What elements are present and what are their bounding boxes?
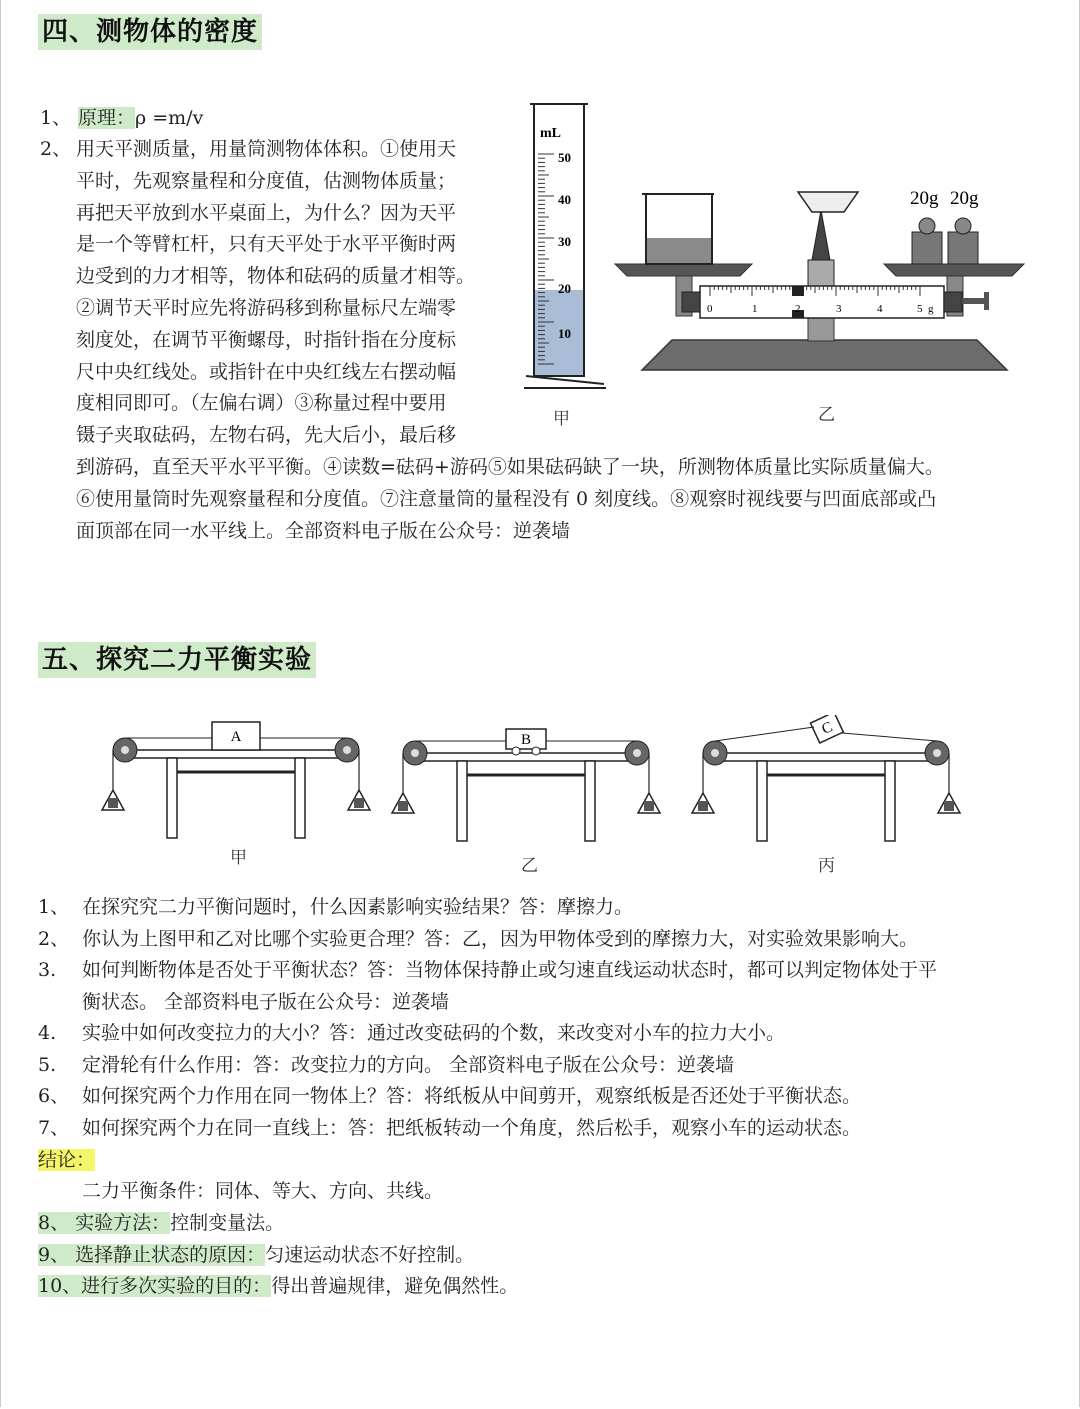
qa-item-text: 如何探究两个力在同一直线上：答：把纸板转动一个角度，然后松手，观察小车的运动状态。 — [82, 1116, 862, 1139]
qa-item-num: 1、 — [38, 896, 70, 918]
p2-line: 镊子夹取砝码，左物右码，先大后小，最后移 — [76, 424, 457, 447]
qa-item — [38, 1018, 785, 1049]
weight-label-1: 20g — [910, 188, 939, 209]
p2-line: 面顶部在同一水平线上。全部资料电子版在公众号：逆袭墙 — [76, 519, 571, 542]
cylinder-label: 甲 — [553, 409, 570, 429]
p2-line: ⑥使用量筒时先观察量程和分度值。⑦注意量筒的量程没有 0 刻度线。⑧观察时视线要与凹面底部或凸 — [76, 487, 937, 510]
qa-item-text: 衡状态。 全部资料电子版在公众号：逆袭墙 — [82, 990, 450, 1013]
beam-scale — [700, 286, 944, 318]
principle-formula: ρ =m/v — [135, 107, 204, 129]
cylinder-unit: mL — [540, 126, 561, 141]
qa-item-num: 2、 — [38, 927, 70, 950]
balance-base — [642, 340, 1007, 370]
p2-line: 平时，先观察量程和分度值，估测物体质量； — [76, 169, 457, 192]
qa-item — [38, 1050, 734, 1081]
qa-item-text: 如何判断物体是否处于平衡状态？答：当物体保持静止或匀速直线运动状态时，都可以判定物体处于平 — [82, 959, 938, 981]
item-9-text: 匀速运动状态不好控制。 — [265, 1244, 475, 1266]
block-label-0: A — [230, 729, 242, 745]
cylinder-tick-50: 50 — [558, 150, 571, 165]
block-label-1: B — [520, 732, 532, 748]
cylinder-tick-40: 40 — [558, 192, 571, 207]
p2-line: 用天平测质量，用量筒测物体体积。①使用天 — [76, 138, 457, 160]
qa-item-text: 实验中如何改变拉力的大小？答：通过改变砝码的个数，来改变对小车的拉力大小。 — [82, 1022, 786, 1044]
p2-line: ②调节天平时应先将游码移到称量标尺左端零 — [76, 297, 457, 319]
qa-item-num: 7、 — [38, 1116, 70, 1139]
qa-item-text: 如何探究两个力作用在同一物体上？答：将纸板从中间剪开，观察纸板是否还处于平衡状态。 — [82, 1085, 862, 1107]
fig-label-bing: 丙 — [818, 856, 835, 876]
p2-line: 是一个等臂杠杆，只有天平处于水平平衡时两 — [76, 233, 457, 256]
p2-line: 度相同即可。（左偏右调）③称量过程中要用 — [76, 392, 447, 415]
item-8-label: 8、 实验方法： — [38, 1212, 171, 1234]
fig-label-jia: 甲 — [230, 848, 247, 868]
beaker — [642, 194, 714, 264]
beam-tick-unit: g — [928, 303, 934, 315]
qa-item — [38, 1081, 861, 1112]
qa-item-num: 3. — [38, 959, 57, 981]
qa-item — [38, 892, 633, 923]
conclusion-label-line — [38, 1145, 95, 1176]
item-9 — [38, 1240, 474, 1271]
balance-scale — [612, 180, 1037, 380]
block-label-2: C — [819, 719, 836, 738]
principle-label: 原理： — [78, 107, 136, 129]
beam-tick-0: 0 — [707, 303, 713, 315]
qa-item-text: 在探究究二力平衡问题时，什么因素影响实验结果？答：摩擦力。 — [82, 896, 634, 918]
principle-line — [40, 103, 203, 134]
cylinder-tick-10: 10 — [558, 326, 571, 341]
item-10-label: 10、进行多次实验的目的： — [38, 1275, 272, 1297]
qa-item-num: 4. — [38, 1022, 57, 1044]
cylinder-tick-20: 20 — [558, 281, 571, 296]
section-4-title: 四、测物体的密度 — [38, 14, 262, 50]
apparatus-jia — [102, 722, 370, 838]
item-8 — [38, 1208, 284, 1239]
pointer-dial — [798, 192, 858, 212]
p2-line: 边受到的力才相等，物体和砝码的质量才相等。 — [76, 265, 476, 288]
item-8-text: 控制变量法。 — [170, 1212, 285, 1234]
qa-item — [38, 1113, 861, 1144]
p2-line: 尺中央红线处。或指针在中央红线左右摆动幅 — [76, 360, 457, 383]
qa-item — [38, 924, 918, 955]
qa-item — [38, 987, 449, 1018]
conclusion-text: 二力平衡条件：同体、等大、方向、共线。 — [82, 1180, 444, 1202]
qa-item-text: 你认为上图甲和乙对比哪个实验更合理？答：乙，因为甲物体受到的摩擦力大，对实验效果影响大。 — [82, 927, 919, 950]
p2-line: 到游码，直至天平水平平衡。④读数=砝码+游码⑤如果砝码缺了一块，所测物体质量比实际质量偏大。 — [76, 456, 944, 478]
cylinder-tick-30: 30 — [558, 234, 571, 249]
item-9-label: 9、 选择静止状态的原因： — [38, 1244, 266, 1266]
fig-label-yi: 乙 — [521, 856, 538, 876]
qa-item — [38, 955, 937, 986]
beam-tick-2: 2 — [795, 303, 801, 315]
graduated-cylinder — [520, 100, 615, 400]
beam-tick-1: 1 — [752, 303, 758, 315]
conclusion-label: 结论： — [38, 1149, 96, 1171]
principle-num: 1、 — [40, 107, 72, 129]
p2-line: 再把天平放到水平桌面上，为什么？因为天平 — [76, 201, 457, 224]
beam-tick-4: 4 — [877, 303, 883, 315]
apparatus-yi — [392, 729, 660, 841]
weight-2 — [948, 218, 978, 264]
p2-num: 2、 — [40, 138, 72, 160]
balance-label: 乙 — [818, 405, 835, 425]
beam-tick-3: 3 — [836, 303, 842, 315]
qa-item-num: 5. — [38, 1053, 57, 1076]
weight-1 — [912, 218, 942, 264]
item-10-text: 得出普遍规律，避免偶然性。 — [271, 1275, 519, 1297]
weight-label-2: 20g — [950, 188, 979, 209]
p2-line: 刻度处，在调节平衡螺母，时指针指在分度标 — [76, 328, 457, 351]
qa-item-text: 定滑轮有什么作用：答：改变拉力的方向。 全部资料电子版在公众号：逆袭墙 — [82, 1053, 735, 1076]
rider — [792, 286, 804, 296]
qa-item-num: 6、 — [38, 1085, 70, 1107]
beam-tick-5: 5 — [917, 303, 923, 315]
apparatus-bing — [692, 715, 960, 841]
section-5-title: 五、探究二力平衡实验 — [38, 642, 316, 678]
item-10 — [38, 1271, 518, 1302]
